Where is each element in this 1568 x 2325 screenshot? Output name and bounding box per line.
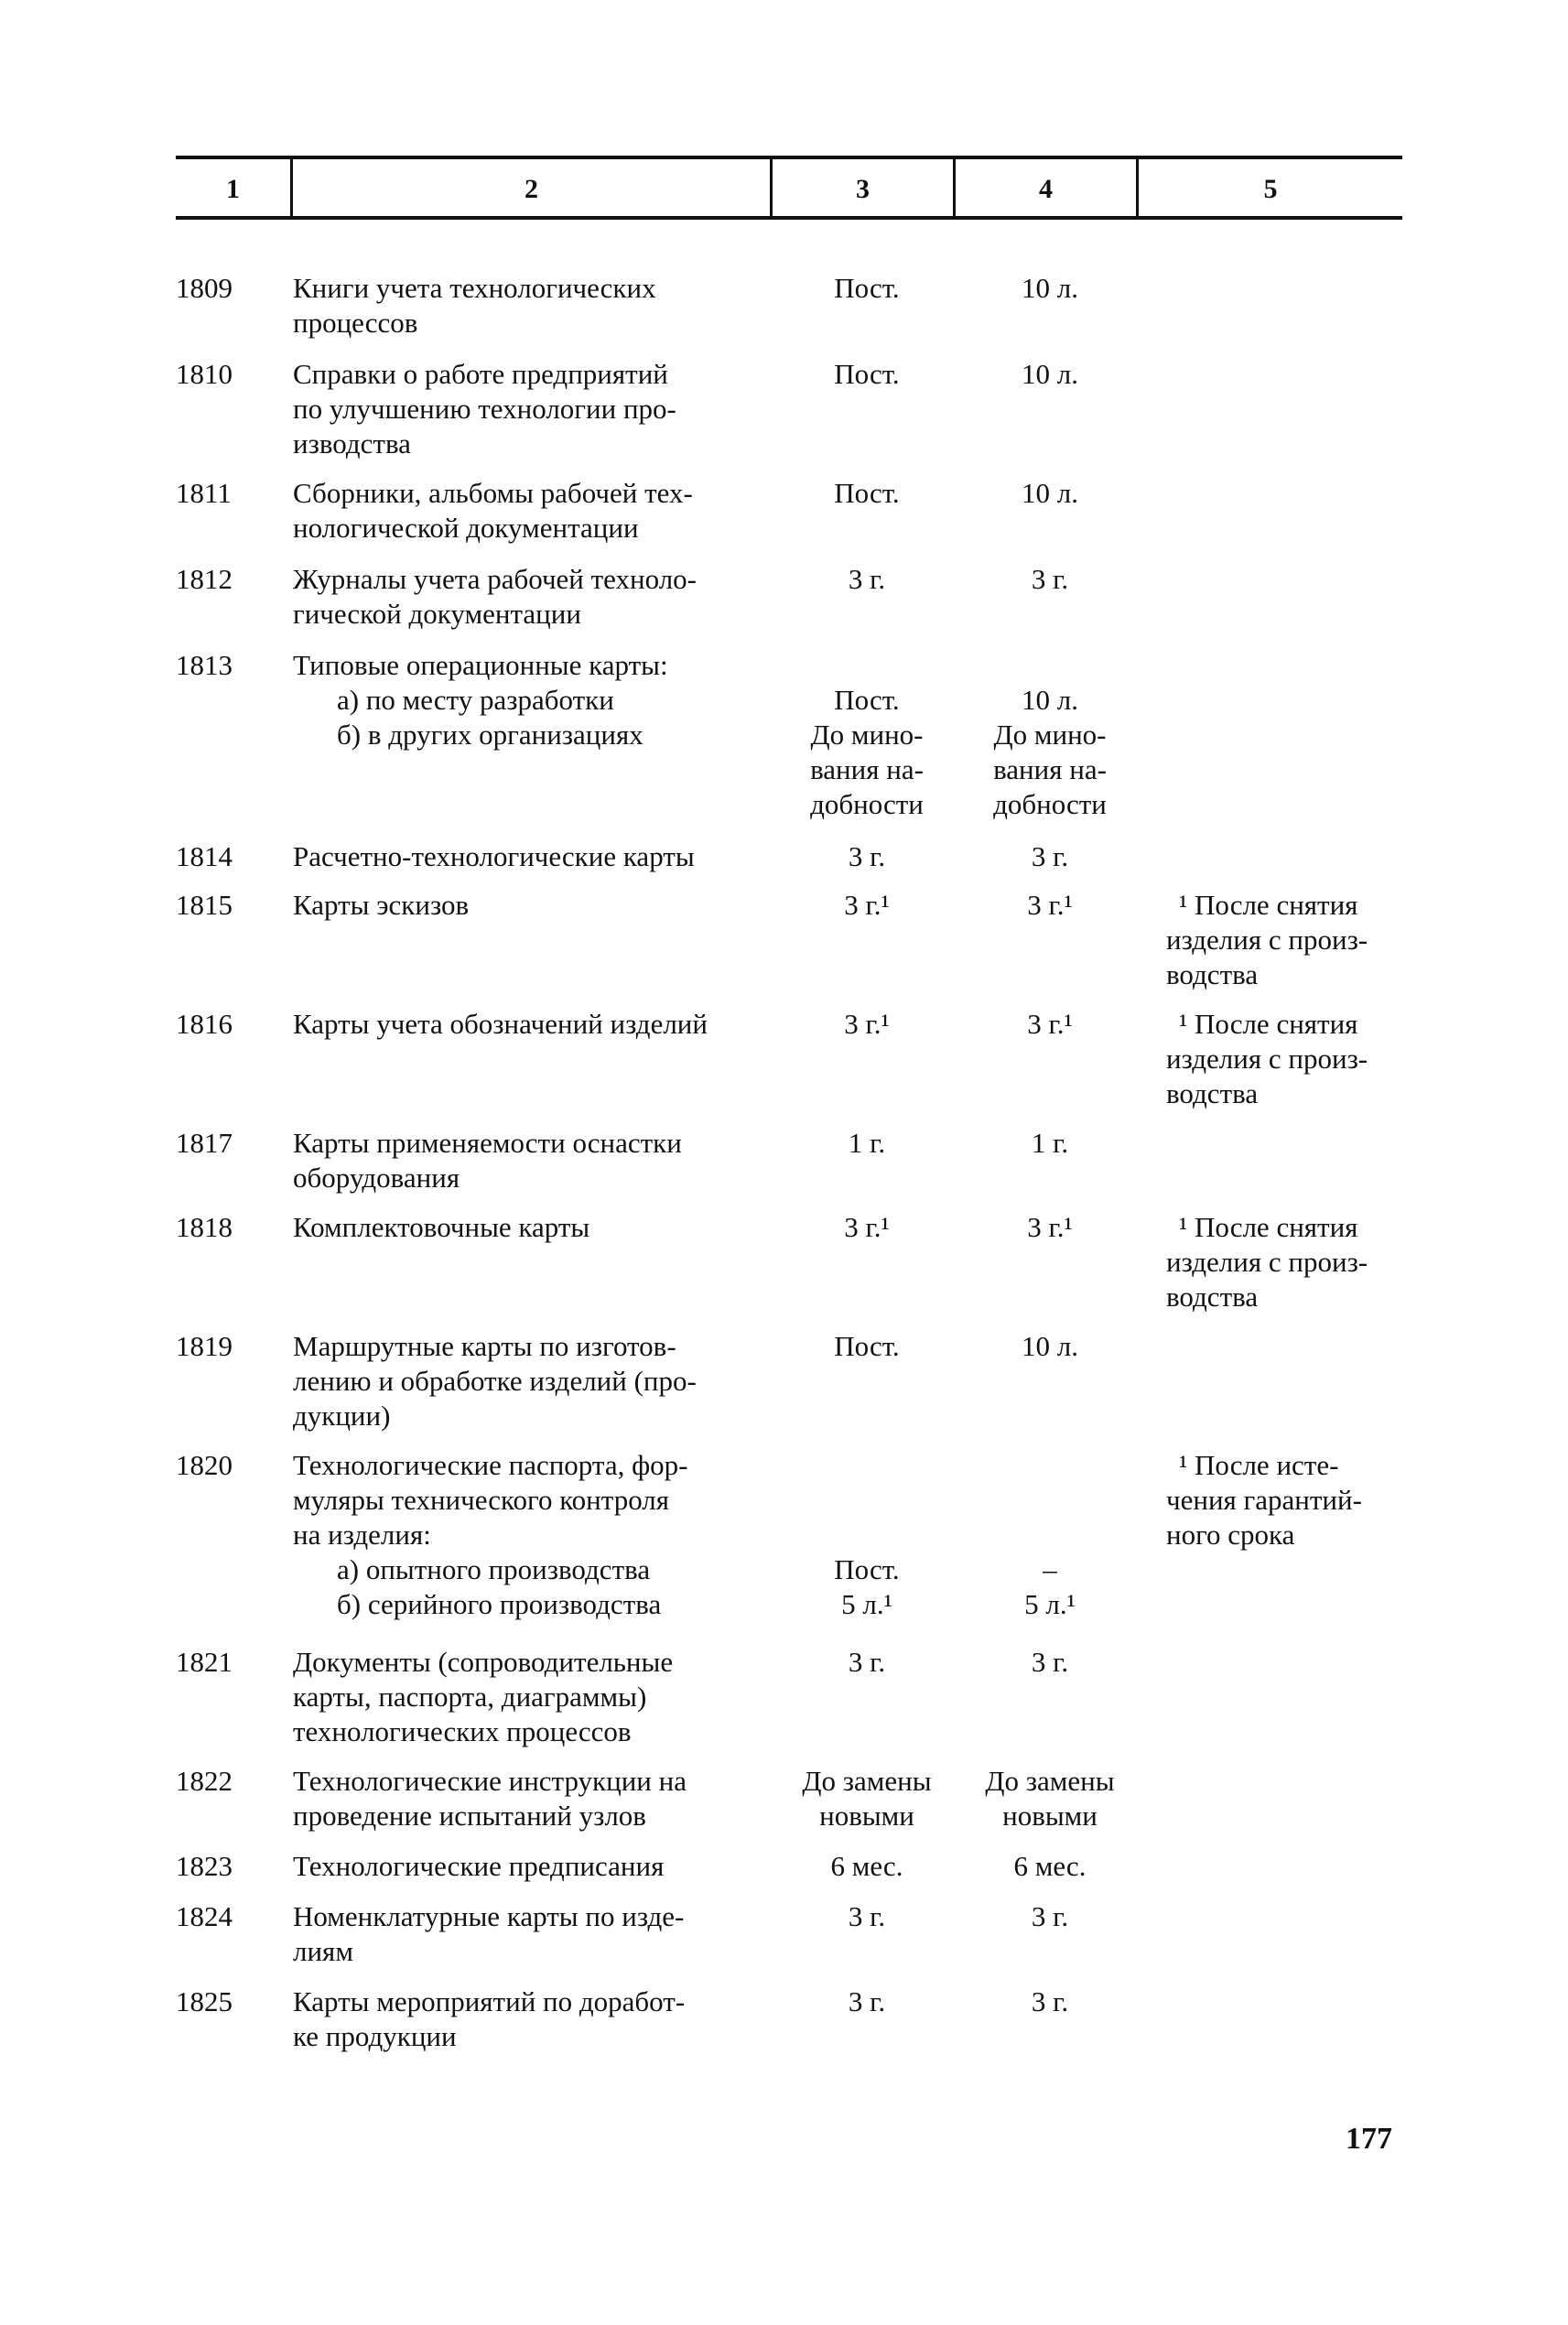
retention-period (789, 839, 945, 874)
retention-period (789, 271, 945, 306)
retention-period-other (972, 1126, 1128, 1161)
retention-period-other-line (972, 1518, 1128, 1552)
retention-period-other-line: 10 л. (1022, 684, 1078, 716)
footnote-note-line: изделия с произ- (1166, 1246, 1368, 1278)
footnote-note (1133, 1210, 1408, 1314)
retention-period-other-line (972, 1483, 1128, 1518)
retention-period-other-line: До мино- (993, 719, 1107, 751)
article-number: 1823 (176, 1850, 232, 1882)
retention-period-other (972, 1645, 1128, 1680)
header-col-1: 1 (226, 174, 240, 204)
retention-period (789, 1764, 945, 1833)
retention-period-other-line: 3 г.¹ (1027, 889, 1073, 921)
document-title-line: проведение испытаний узлов (293, 1800, 646, 1832)
document-title-line: ке продукции (293, 2020, 457, 2052)
document-title (293, 357, 787, 461)
document-title-line: Технологические паспорта, фор- (293, 1449, 688, 1481)
retention-period-line: Пост. (834, 1330, 900, 1362)
document-title-line: по улучшению технологии про- (293, 393, 676, 425)
article-number: 1815 (176, 889, 232, 921)
document-title-line: на изделия: (293, 1519, 431, 1551)
document-title (293, 888, 787, 923)
article-number: 1819 (176, 1330, 232, 1362)
article-number: 1814 (176, 840, 232, 872)
document-title-line: нологической документации (293, 512, 639, 544)
retention-period-other (972, 1899, 1128, 1934)
retention-period-line: Пост. (834, 358, 900, 390)
document-title-line: муляры технического контроля (293, 1484, 670, 1516)
retention-period-other-line: 10 л. (1022, 477, 1078, 509)
document-title-line: Карты мероприятий по доработ- (293, 1985, 686, 2017)
retention-period-other-line: 10 л. (1022, 358, 1078, 390)
article-number: 1811 (176, 477, 232, 509)
retention-period-other (972, 1448, 1128, 1622)
retention-period-other (972, 1007, 1128, 1042)
retention-period-other-line: 3 г. (1031, 1985, 1069, 2017)
document-title-line: Книги учета технологических (293, 272, 656, 304)
footnote-note-line: ¹ После исте- (1179, 1449, 1339, 1481)
footnote-note-line: изделия с произ- (1166, 924, 1368, 956)
retention-period-line: 3 г. (848, 840, 886, 872)
retention-period-line: вания на- (810, 753, 924, 785)
header-top-rule (176, 156, 1402, 159)
document-title-line: Журналы учета рабочей техноло- (293, 563, 697, 595)
document-title-line: а) опытного производства (337, 1553, 651, 1585)
retention-period-other-line: – (1043, 1553, 1057, 1585)
retention-period-line: 3 г.¹ (844, 889, 890, 921)
document-title-line: а) по месту разработки (337, 684, 614, 716)
document-title-line: Расчетно-технологические карты (293, 840, 695, 872)
document-title (293, 476, 787, 546)
footnote-note (1133, 888, 1408, 992)
retention-period (789, 562, 945, 597)
retention-period (789, 1007, 945, 1042)
retention-period-other (972, 271, 1128, 306)
retention-period-line: новыми (819, 1800, 914, 1832)
footnote-note (1133, 1448, 1408, 1552)
footnote-note-line: водства (1166, 958, 1259, 990)
retention-period-line: Пост. (834, 477, 900, 509)
document-title-line: б) серийного производства (337, 1588, 662, 1620)
document-title (293, 1007, 787, 1042)
document-title-line: Типовые операционные карты: (293, 649, 668, 681)
document-title (293, 562, 787, 632)
article-number: 1816 (176, 1008, 232, 1040)
document-title-line: Номенклатурные карты по изде- (293, 1900, 685, 1932)
retention-period-other-line: 6 мес. (1013, 1850, 1087, 1882)
document-title-line: технологических процессов (293, 1715, 632, 1747)
document-title-line: Сборники, альбомы рабочей тех- (293, 477, 693, 509)
article-number: 1821 (176, 1646, 232, 1678)
document-title-line: Справки о работе предприятий (293, 358, 668, 390)
retention-period-line (789, 1483, 945, 1518)
document-title-line: оборудования (293, 1162, 460, 1194)
footnote-note-line: ного срока (1166, 1519, 1295, 1551)
document-title-line: Карты применяемости оснастки (293, 1127, 682, 1159)
footnote-note-line: ¹ После снятия (1179, 1211, 1358, 1243)
retention-period (789, 1448, 945, 1622)
retention-period-other (972, 1849, 1128, 1884)
retention-period-line (789, 1518, 945, 1552)
document-title-line: процессов (293, 307, 418, 339)
retention-period-other-line: добности (993, 788, 1107, 820)
document-title-line: б) в других организациях (337, 719, 643, 751)
retention-period (789, 1126, 945, 1161)
table-header (176, 156, 1402, 222)
retention-period-other (972, 888, 1128, 923)
retention-period (789, 1210, 945, 1245)
document-title-line: Карты учета обозначений изделий (293, 1008, 708, 1040)
retention-period-line: До мино- (810, 719, 924, 751)
document-title-line: гической документации (293, 598, 581, 630)
document-title-line: Маршрутные карты по изготов- (293, 1330, 676, 1362)
document-title-line: дукции) (293, 1400, 391, 1432)
retention-period-line: 3 г. (848, 1646, 886, 1678)
document-title (293, 1448, 787, 1622)
retention-period (789, 1645, 945, 1680)
retention-period-line: 1 г. (848, 1127, 886, 1159)
document-title-line: Технологические инструкции на (293, 1765, 687, 1797)
document-title (293, 1899, 787, 1969)
document-title (293, 1126, 787, 1195)
document-title (293, 1645, 787, 1749)
retention-period-line: Пост. (834, 1553, 900, 1585)
retention-period-other-line (972, 1448, 1128, 1483)
article-number: 1817 (176, 1127, 232, 1159)
retention-period-other-line: 3 г. (1031, 840, 1069, 872)
retention-period-other-line: 10 л. (1022, 1330, 1078, 1362)
header-col-3: 3 (856, 174, 870, 204)
retention-period-other-line: 3 г. (1031, 563, 1069, 595)
retention-period-line: 3 г. (848, 1900, 886, 1932)
retention-period (789, 1899, 945, 1934)
footnote-note-line: водства (1166, 1077, 1259, 1109)
retention-period-line: Пост. (834, 272, 900, 304)
retention-period-line (789, 1448, 945, 1483)
retention-period-other (972, 357, 1128, 392)
retention-period-other-line: 3 г.¹ (1027, 1008, 1073, 1040)
document-title (293, 648, 787, 752)
article-number: 1820 (176, 1449, 232, 1481)
retention-period (789, 476, 945, 511)
retention-period (789, 1329, 945, 1364)
document-title-line: лению и обработке изделий (про- (293, 1365, 697, 1397)
document-title (293, 1764, 787, 1833)
retention-period (789, 357, 945, 392)
document-title-line: Технологические предписания (293, 1850, 665, 1882)
retention-period-line: 6 мес. (830, 1850, 903, 1882)
retention-period-other-line: новыми (1002, 1800, 1098, 1832)
document-title (293, 1329, 787, 1433)
retention-period-line: 3 г. (848, 1985, 886, 2017)
retention-period-line: До замены (802, 1765, 932, 1797)
article-number: 1812 (176, 563, 232, 595)
retention-period-other-line: 10 л. (1022, 272, 1078, 304)
retention-period-other-line: вания на- (993, 753, 1107, 785)
retention-period-other-line: 3 г.¹ (1027, 1211, 1073, 1243)
retention-period-line: 3 г. (848, 563, 886, 595)
article-number: 1824 (176, 1900, 232, 1932)
retention-period-line: Пост. (834, 684, 900, 716)
retention-period-other (972, 562, 1128, 597)
retention-period-other (972, 1329, 1128, 1364)
document-title-line: карты, паспорта, диаграммы) (293, 1681, 647, 1713)
footnote-note-line: изделия с произ- (1166, 1043, 1368, 1075)
footnote-note-line: ¹ После снятия (1179, 889, 1358, 921)
retention-period-other-line: 3 г. (1031, 1646, 1069, 1678)
retention-period-other (972, 648, 1128, 822)
footnote-note-line: водства (1166, 1281, 1259, 1313)
retention-period-other-line: До замены (985, 1765, 1115, 1797)
article-number: 1825 (176, 1985, 232, 2017)
document-title-line: Комплектовочные карты (293, 1211, 590, 1243)
document-title-line: изводства (293, 427, 411, 460)
document-title-line: лиям (293, 1935, 353, 1967)
footnote-note-line: ¹ После снятия (1179, 1008, 1358, 1040)
header-col-2: 2 (524, 174, 538, 204)
document-title (293, 1849, 787, 1884)
retention-period (789, 1984, 945, 2019)
retention-period-other-line (972, 648, 1128, 683)
retention-period-other (972, 1764, 1128, 1833)
retention-period-other-line: 3 г. (1031, 1900, 1069, 1932)
article-number: 1813 (176, 649, 232, 681)
article-number: 1818 (176, 1211, 232, 1243)
retention-period-line: 3 г.¹ (844, 1211, 890, 1243)
retention-period (789, 888, 945, 923)
retention-period-other (972, 839, 1128, 874)
document-title (293, 1210, 787, 1245)
page-number: 177 (1346, 2122, 1392, 2156)
document-title (293, 1984, 787, 2054)
retention-period-line: 5 л.¹ (841, 1588, 892, 1620)
retention-period-other (972, 1984, 1128, 2019)
article-number: 1822 (176, 1765, 232, 1797)
document-title-line: Карты эскизов (293, 889, 470, 921)
retention-period-other (972, 1210, 1128, 1245)
retention-period (789, 1849, 945, 1884)
article-number: 1810 (176, 358, 232, 390)
retention-period-other-line: 5 л.¹ (1024, 1588, 1076, 1620)
retention-period-line: добности (810, 788, 924, 820)
retention-period-line (789, 648, 945, 683)
document-title (293, 839, 787, 874)
footnote-note-line: чения гарантий- (1166, 1484, 1362, 1516)
article-number: 1809 (176, 272, 232, 304)
footnote-note (1133, 1007, 1408, 1111)
header-col-4: 4 (1039, 174, 1053, 204)
retention-period (789, 648, 945, 822)
retention-period-line: 3 г.¹ (844, 1008, 890, 1040)
header-bottom-rule (176, 216, 1402, 220)
header-col-5: 5 (1263, 174, 1278, 204)
retention-period-other (972, 476, 1128, 511)
document-title (293, 271, 787, 341)
retention-period-other-line: 1 г. (1031, 1127, 1069, 1159)
document-title-line: Документы (сопроводительные (293, 1646, 674, 1678)
